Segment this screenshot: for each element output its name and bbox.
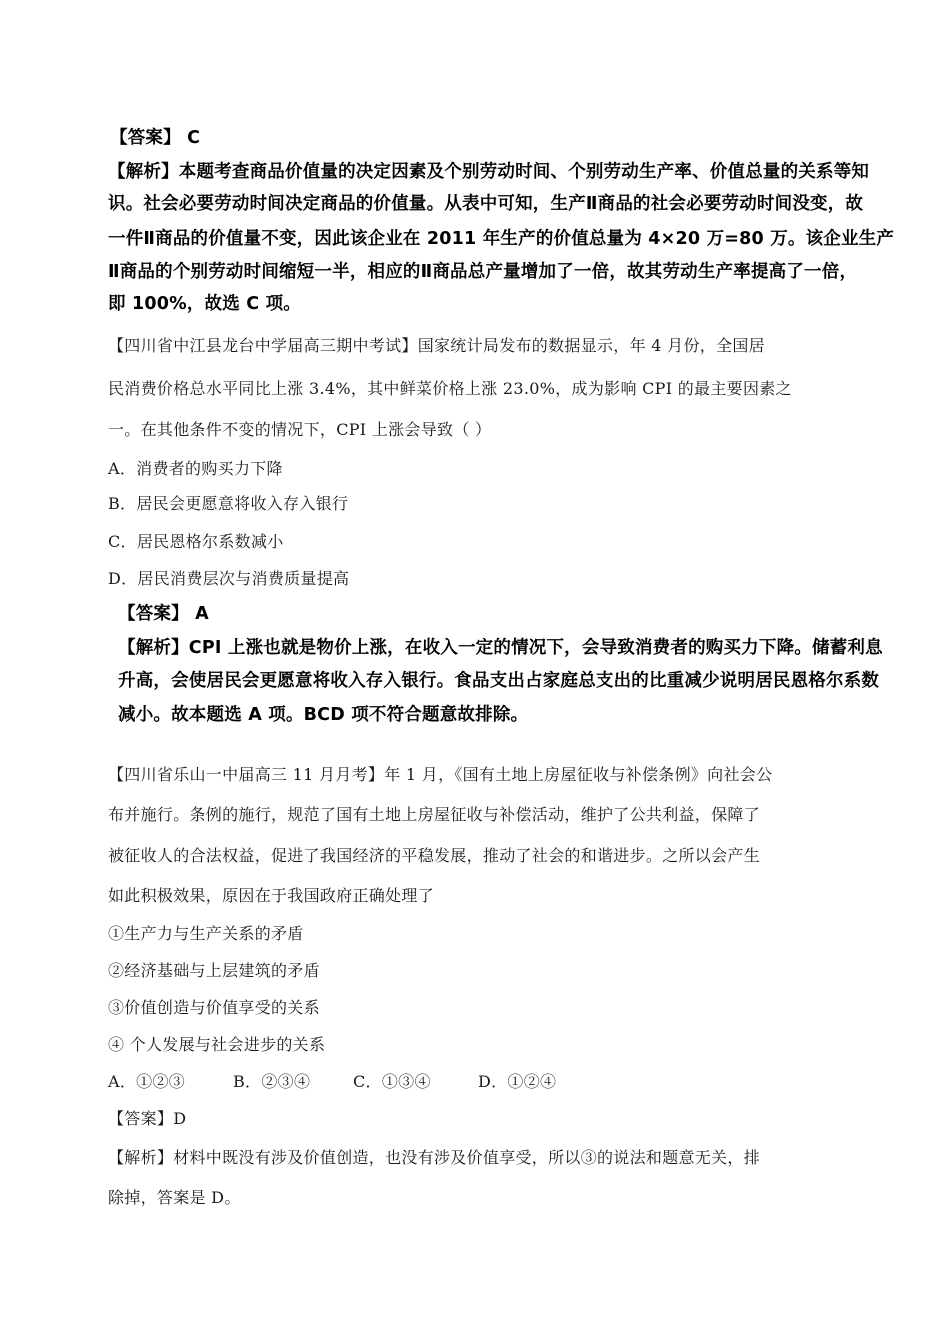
q2-stem-line-3: 一。在其他条件不变的情况下，CPI 上涨会导致（ ） [108,420,492,439]
q1-analysis-line-4: Ⅱ商品的个别劳动时间缩短一半，相应的Ⅱ商品总产量增加了一倍，故其劳动生产率提高了一倍， [108,262,858,282]
q2-option-d: D．居民消费层次与消费质量提高 [108,569,350,588]
q1-answer: 【答案】 C [110,128,201,148]
q1-analysis-line-2: 识。社会必要劳动时间决定商品的价值量。从表中可知，生产Ⅱ商品的社会必要劳动时间没变，故 [108,194,864,214]
q2-analysis-line-3: 减小。故本题选 A 项。BCD 项不符合题意故排除。 [118,705,529,725]
q3-stem-line-2: 布并施行。条例的施行，规范了国有土地上房屋征收与补偿活动，维护了公共利益，保障了 [108,805,761,824]
q1-analysis-line-3: 一件Ⅱ商品的价值量不变，因此该企业在 2011 年生产的价值总量为 4×20 万=80 万。该企业生产 [108,229,895,249]
q3-stem-line-1: 【四川省乐山一中届高三 11 月月考】年 1 月，《国有土地上房屋征收与补偿条例》向社会公 [108,765,773,784]
q3-choice-d: D．①②④ [478,1072,557,1091]
q2-analysis-line-1: 【解析】CPI 上涨也就是物价上涨，在收入一定的情况下，会导致消费者的购买力下降。储蓄利息 [118,638,883,658]
q2-option-c: C．居民恩格尔系数减小 [108,532,284,551]
q1-analysis-line-5: 即 100%，故选 C 项。 [108,294,301,314]
q1-analysis-line-1: 【解析】本题考查商品价值量的决定因素及个别劳动时间、个别劳动生产率、价值总量的关系等知 [108,162,870,182]
q3-item-1: ①生产力与生产关系的矛盾 [108,924,304,943]
q2-option-a: A．消费者的购买力下降 [108,459,283,478]
q3-answer: 【答案】D [108,1109,187,1128]
q3-stem-line-3: 被征收人的合法权益，促进了我国经济的平稳发展，推动了社会的和谐进步。之所以会产生 [108,846,761,865]
q3-choice-a: A．①②③ [108,1072,186,1091]
q3-item-2: ②经济基础与上层建筑的矛盾 [108,961,320,980]
q3-choices-row [108,1069,556,1092]
q2-analysis-line-2: 升高，会使居民会更愿意将收入存入银行。食品支出占家庭总支出的比重减少说明居民恩格尔系数 [118,671,880,691]
q2-answer: 【答案】 A [118,604,209,624]
q2-option-b: B．居民会更愿意将收入存入银行 [108,494,349,513]
q3-analysis-line-1: 【解析】材料中既没有涉及价值创造，也没有涉及价值享受，所以③的说法和题意无关，排 [108,1148,761,1167]
q2-stem-line-1: 【四川省中江县龙台中学届高三期中考试】国家统计局发布的数据显示，年 4 月份，全国居 [108,336,765,355]
q3-stem-line-4: 如此积极效果，原因在于我国政府正确处理了 [108,886,435,905]
q3-choice-b: B．②③④ [233,1072,311,1091]
q3-item-3: ③价值创造与价值享受的关系 [108,998,320,1017]
q3-choice-c: C．①③④ [353,1072,431,1091]
q3-item-4: ④ 个人发展与社会进步的关系 [108,1035,326,1054]
q3-analysis-line-2: 除掉，答案是 D。 [108,1188,241,1207]
q2-stem-line-2: 民消费价格总水平同比上涨 3.4%，其中鲜菜价格上涨 23.0%，成为影响 CPI 的最主要因素之 [108,379,792,398]
